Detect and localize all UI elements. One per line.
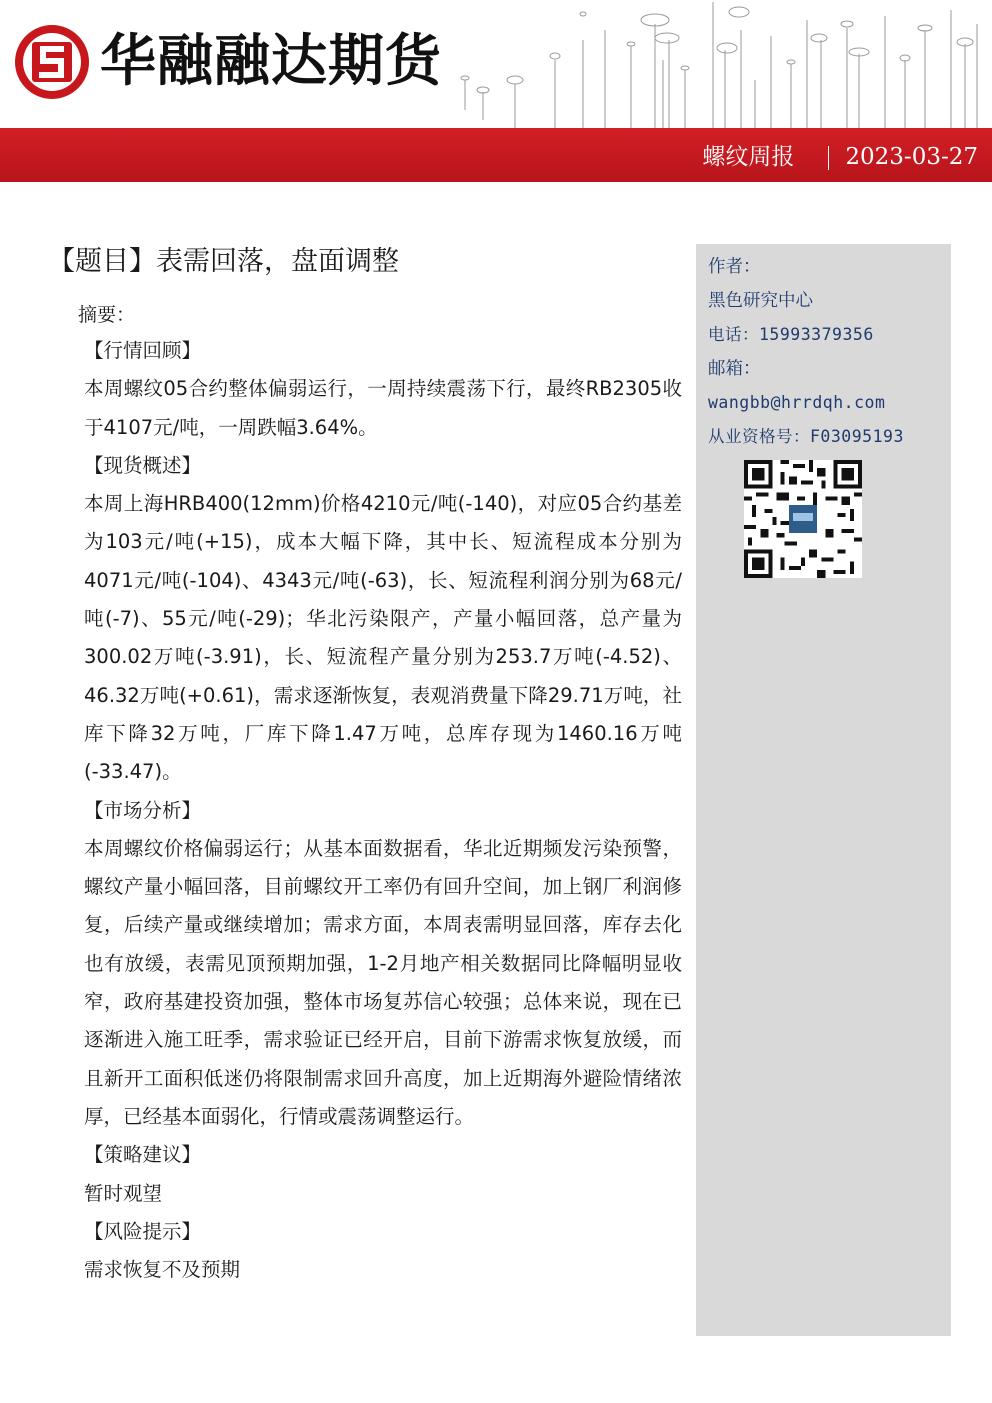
author-phone: 电话：15993379356 <box>708 325 874 344</box>
section-heading-risk: 【风险提示】 <box>84 1219 202 1243</box>
section-heading-strategy: 【策略建议】 <box>84 1143 202 1167</box>
report-type: 螺纹周报 <box>702 144 795 170</box>
author-name: 黑色研究中心 <box>708 291 813 311</box>
section-heading-spot-overview: 【现货概述】 <box>84 453 202 477</box>
company-name: 华融融达期货 <box>100 29 442 94</box>
section-body-spot-overview: 本周上海HRB400(12mm)价格4210元/吨(-140)，对应05合约基差为103元/吨(+15)，成本大幅下降，其中长、短流程成本分别为4071元/吨(-104)、4343元/吨(-63)，长、短流程利润分别为68元/吨(-7)、55元/吨(-29)；华北污染限产，产量小幅回落，总产量为300.02万吨(-3.91)，长、短流程产量分别为253.7万吨(-4.52)、46.32万吨(+0.61)，需求逐渐恢复，表观消费量下降29.71万吨，社库下降32万吨，厂库下降1.47万吨，总库存现为1460.16万吨(-33.47)。 <box>84 492 682 784</box>
author-label: 作者： <box>708 257 761 277</box>
section-heading-market-review: 【行情回顾】 <box>84 339 202 362</box>
header-decoration <box>455 0 992 130</box>
banner-info <box>702 138 978 171</box>
section-heading-market-analysis: 【市场分析】 <box>84 798 202 822</box>
banner-divider <box>828 146 829 170</box>
report-date: 2023-03-27 <box>845 144 978 170</box>
section-body-strategy: 暂时观望 <box>84 1181 163 1205</box>
section-body-risk: 需求恢复不及预期 <box>84 1258 241 1282</box>
author-license: 从业资格号：F03095193 <box>708 427 904 446</box>
abstract-label: 摘要： <box>78 304 136 326</box>
report-header <box>0 0 992 130</box>
company-logo-icon <box>12 22 92 102</box>
abstract-content <box>84 332 682 1289</box>
email-label: 邮箱： <box>708 359 761 379</box>
report-title: 【题目】表需回落，盘面调整 <box>48 246 399 277</box>
section-body-market-analysis: 本周螺纹价格偏弱运行；从基本面数据看，华北近期频发污染预警，螺纹产量小幅回落，目前螺纹开工率仍有回升空间，加上钢厂利润修复，后续产量或继续增加；需求方面，本周表需明显回落，库存去化也有放缓，表需见顶预期加强，1-2月地产相关数据同比降幅明显收窄，政府基建投资加强，整体市场复苏信心较强；总体来说，现在已逐渐进入施工旺季，需求验证已经开启，目前下游需求恢复放缓，而且新开工面积低迷仍将限制需求回升高度，加上近期海外避险情绪浓厚，已经基本面弱化，行情或震荡调整运行。 <box>84 836 682 1128</box>
author-email[interactable]: wangbb@hrrdqh.com <box>708 393 886 412</box>
qr-code-icon <box>744 460 862 578</box>
section-body-market-review: 本周螺纹05合约整体偏弱运行，一周持续震荡下行，最终RB2305收于4107元/吨，一周跌幅3.64%。 <box>84 377 682 439</box>
